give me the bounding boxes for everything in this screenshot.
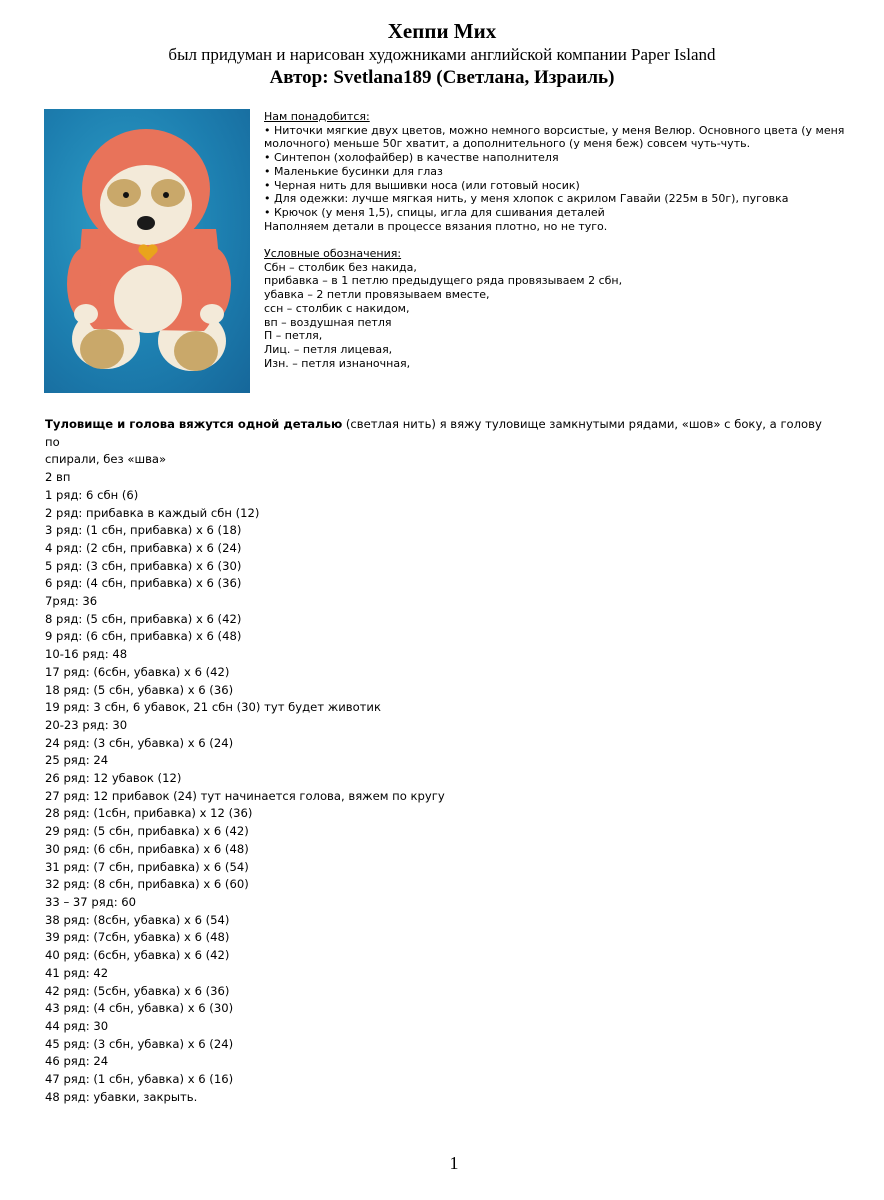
pattern-row: 5 ряд: (3 сбн, прибавка) х 6 (30) (45, 558, 242, 573)
materials-line: • Синтепон (холофайбер) в качестве наполнителя (264, 151, 559, 165)
legend-line: вп – воздушная петля (264, 315, 392, 329)
pattern-row: 18 ряд: (5 сбн, убавка) х 6 (36) (45, 682, 234, 697)
pattern-row: 6 ряд: (4 сбн, прибавка) х 6 (36) (45, 576, 242, 591)
pattern-row: 33 – 37 ряд: 60 (45, 894, 137, 909)
pattern-row: 46 ряд: 24 (45, 1054, 109, 1069)
intro-section (264, 110, 864, 370)
pattern-row: 41 ряд: 42 (45, 965, 109, 980)
document-author: Автор: Svetlana189 (Светлана, Израиль) (269, 67, 615, 88)
pattern-row: 38 ряд: (8сбн, убавка) х 6 (54) (45, 912, 230, 927)
pattern-row: 31 ряд: (7 сбн, прибавка) х 6 (54) (45, 859, 249, 874)
pattern-row: 27 ряд: 12 прибавок (24) тут начинается голова, вяжем по кругу (45, 788, 445, 803)
teddy-bear-illustration (44, 109, 250, 393)
pattern-row: 40 ряд: (6сбн, убавка) х 6 (42) (45, 948, 230, 963)
document-title: Хеппи Мих (387, 19, 497, 43)
legend-line: Лиц. – петля лицевая, (264, 342, 393, 356)
materials-line: Наполняем детали в процессе вязания плотно, но не туго. (264, 219, 608, 233)
materials-line: • Ниточки мягкие двух цветов, можно немного ворсистые, у меня Велюр. Основного цвета (у меня (264, 123, 845, 137)
pattern-row: 10-16 ряд: 48 (45, 647, 128, 662)
pattern-row: 20-23 ряд: 30 (45, 717, 128, 732)
pattern-row: 3 ряд: (1 сбн, прибавка) х 6 (18) (45, 523, 242, 538)
legend-line: прибавка – в 1 петлю предыдущего ряда провязываем 2 сбн, (264, 274, 623, 288)
document-subtitle: был придуман и нарисован художниками английской компании Paper Island (168, 45, 716, 64)
pattern-row: 24 ряд: (3 сбн, убавка) х 6 (24) (45, 735, 234, 750)
spacer (264, 233, 864, 247)
pattern-row: 9 ряд: (6 сбн, прибавка) х 6 (48) (45, 629, 242, 644)
legend-line: Сбн – столбик без накида, (264, 260, 417, 274)
materials-line: • Крючок (у меня 1,5), спицы, игла для сшивания деталей (264, 205, 605, 219)
pattern-row: 39 ряд: (7сбн, убавка) х 6 (48) (45, 930, 230, 945)
pattern-row: 43 ряд: (4 сбн, убавка) х 6 (30) (45, 1001, 234, 1016)
pattern-row: 47 ряд: (1 сбн, убавка) х 6 (16) (45, 1072, 234, 1087)
pattern-row: 30 ряд: (6 сбн, прибавка) х 6 (48) (45, 841, 249, 856)
pattern-row: 32 ряд: (8 сбн, прибавка) х 6 (60) (45, 877, 249, 892)
pattern-lead-bold: Туловище и голова вяжутся одной деталью (45, 417, 343, 431)
materials-line: • Для одежки: лучше мягкая нить, у меня хлопок с акрилом Гавайи (225м в 50г), пуговка (264, 192, 789, 206)
document-header (0, 18, 884, 90)
pattern-row: 19 ряд: 3 сбн, 6 убавок, 21 сбн (30) тут будет животик (45, 700, 381, 715)
legend-line: П – петля, (264, 329, 323, 343)
legend-heading: Условные обозначения: (264, 247, 402, 261)
pattern-section (45, 416, 835, 1106)
pattern-row: 26 ряд: 12 убавок (12) (45, 771, 182, 786)
pattern-row: 44 ряд: 30 (45, 1018, 109, 1033)
pattern-row: 4 ряд: (2 сбн, прибавка) х 6 (24) (45, 540, 242, 555)
pattern-row: 25 ряд: 24 (45, 753, 109, 768)
pattern-lead (45, 416, 835, 451)
teddy-bear-photo (44, 109, 250, 393)
pattern-row: 17 ряд: (6сбн, убавка) х 6 (42) (45, 664, 230, 679)
pattern-row: 2 ряд: прибавка в каждый сбн (12) (45, 505, 260, 520)
pattern-row: 48 ряд: убавки, закрыть. (45, 1089, 198, 1104)
pattern-row: 7ряд: 36 (45, 594, 98, 609)
materials-line: • Черная нить для вышивки носа (или готовый носик) (264, 178, 580, 192)
pattern-row: 1 ряд: 6 сбн (6) (45, 487, 139, 502)
pattern-row: 29 ряд: (5 сбн, прибавка) х 6 (42) (45, 824, 249, 839)
pattern-rows (45, 469, 835, 1106)
pattern-row: 28 ряд: (1сбн, прибавка) х 12 (36) (45, 806, 253, 821)
pattern-lead-rest: (светлая нить) я вяжу туловище замкнутыми рядами, «шов» с боку, а голову по (45, 417, 822, 449)
pattern-row: 2 вп (45, 470, 71, 485)
pattern-row: 42 ряд: (5сбн, убавка) х 6 (36) (45, 983, 230, 998)
materials-heading: Нам понадобится: (264, 110, 370, 123)
legend-line: убавка – 2 петли провязываем вместе, (264, 288, 490, 302)
pattern-row: 45 ряд: (3 сбн, убавка) х 6 (24) (45, 1036, 234, 1051)
legend-line: ссн – столбик с накидом, (264, 301, 410, 315)
legend-line: Изн. – петля изнаночная, (264, 356, 411, 370)
materials-line: • Маленькие бусинки для глаз (264, 164, 443, 178)
pattern-row: 8 ряд: (5 сбн, прибавка) х 6 (42) (45, 611, 242, 626)
pattern-lead-line2: спирали, без «шва» (45, 452, 167, 467)
page-number: 1 (449, 1153, 459, 1173)
materials-line: молочного) меньше 50г хватит, а дополнительного (у меня беж) совсем чуть-чуть. (264, 137, 751, 151)
